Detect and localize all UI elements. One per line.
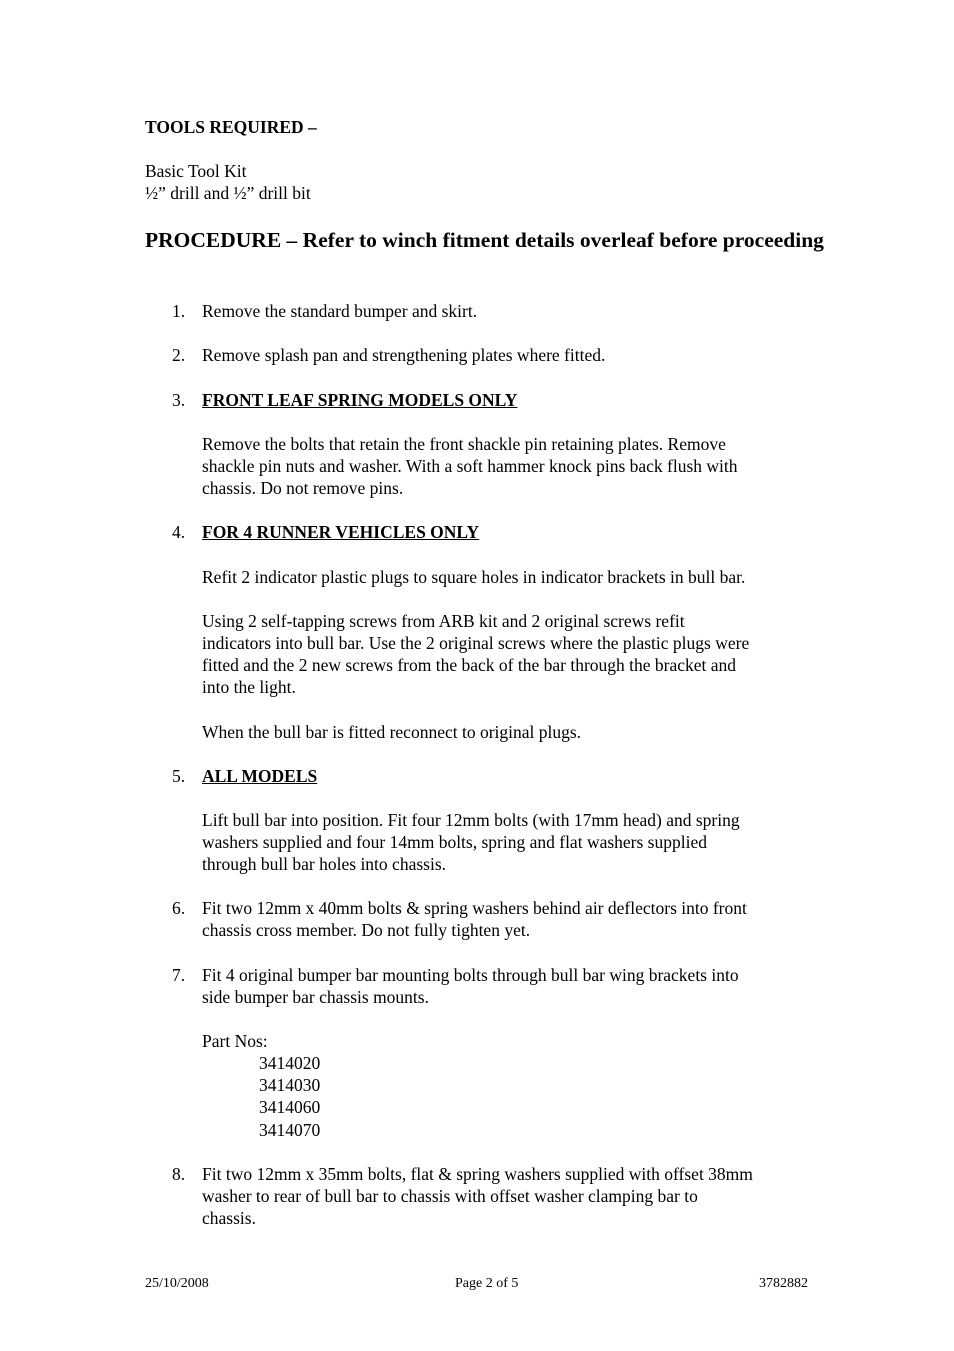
step-number: 1. — [172, 301, 186, 321]
step-line: When the bull bar is fitted reconnect to original plugs. — [202, 722, 582, 742]
part-number: 3414070 — [259, 1119, 321, 1140]
step-title-text: FOR 4 RUNNER VEHICLES ONLY — [202, 522, 480, 542]
step-line: Fit 4 original bumper bar mounting bolts through bull bar wing brackets into — [202, 965, 739, 985]
part-number: 3414030 — [259, 1075, 321, 1096]
tools-heading: TOOLS REQUIRED – — [145, 117, 317, 137]
footer-date: 25/10/2008 — [145, 1276, 209, 1291]
step-line: Remove the standard bumper and skirt. — [202, 301, 478, 321]
step-text — [202, 1163, 822, 1229]
footer-page-number: Page 2 of 5 — [455, 1276, 519, 1291]
part-numbers-label — [202, 1030, 822, 1052]
part-numbers-label-text: Part Nos: — [202, 1031, 268, 1051]
step-number: 3. — [172, 390, 186, 410]
step-text — [202, 433, 822, 499]
step-text — [202, 809, 822, 875]
tools-list — [145, 160, 311, 204]
step-number: 6. — [172, 898, 186, 918]
step-number: 2. — [172, 345, 186, 365]
step-line: into the light. — [202, 677, 296, 697]
step-line: Fit two 12mm x 35mm bolts, flat & spring washers supplied with offset 38mm — [202, 1164, 753, 1184]
step-number: 5. — [172, 766, 186, 786]
step-line: chassis cross member. Do not fully tighten yet. — [202, 920, 531, 940]
step-line: chassis. — [202, 1208, 256, 1228]
step-line: fitted and the 2 new screws from the back of the bar through the bracket and — [202, 655, 737, 675]
step-text — [202, 610, 822, 698]
step-text — [202, 566, 822, 588]
step-text — [202, 344, 822, 366]
step-title — [202, 765, 822, 787]
step-line: Using 2 self-tapping screws from ARB kit and 2 original screws refit — [202, 611, 685, 631]
step-line: side bumper bar chassis mounts. — [202, 987, 429, 1007]
step-text — [202, 964, 822, 1008]
step-title — [202, 389, 822, 411]
step-line: shackle pin nuts and washer. With a soft hammer knock pins back flush with — [202, 456, 738, 476]
step-text — [202, 300, 822, 322]
step-number: 4. — [172, 522, 186, 542]
part-number: 3414020 — [259, 1053, 321, 1073]
part-numbers-list — [259, 1052, 320, 1141]
footer-doc-number: 3782882 — [759, 1276, 808, 1291]
step-text — [202, 721, 822, 743]
step-title-text: FRONT LEAF SPRING MODELS ONLY — [202, 390, 518, 410]
step-line: Refit 2 indicator plastic plugs to square holes in indicator brackets in bull bar. — [202, 567, 746, 587]
step-line: washer to rear of bull bar to chassis with offset washer clamping bar to — [202, 1186, 698, 1206]
step-line: through bull bar holes into chassis. — [202, 854, 447, 874]
step-title-text: ALL MODELS — [202, 766, 318, 786]
step-title — [202, 521, 822, 543]
step-number: 8. — [172, 1164, 186, 1184]
step-line: Fit two 12mm x 40mm bolts & spring washers behind air deflectors into front — [202, 898, 747, 918]
step-number: 7. — [172, 965, 186, 985]
part-number: 3414060 — [259, 1097, 321, 1118]
step-line: washers supplied and four 14mm bolts, spring and flat washers supplied — [202, 832, 707, 852]
step-line: chassis. Do not remove pins. — [202, 478, 404, 498]
step-line: Lift bull bar into position. Fit four 12mm bolts (with 17mm head) and spring — [202, 810, 740, 830]
procedure-heading: PROCEDURE – Refer to winch fitment details overleaf before proceeding — [145, 228, 824, 252]
step-line: Remove the bolts that retain the front shackle pin retaining plates. Remove — [202, 434, 726, 454]
tool-item: Basic Tool Kit — [145, 161, 247, 181]
step-text — [202, 897, 822, 941]
step-line: Remove splash pan and strengthening plates where fitted. — [202, 345, 606, 365]
tool-item: ½” drill and ½” drill bit — [145, 183, 311, 203]
step-line: indicators into bull bar. Use the 2 original screws where the plastic plugs were — [202, 633, 750, 653]
